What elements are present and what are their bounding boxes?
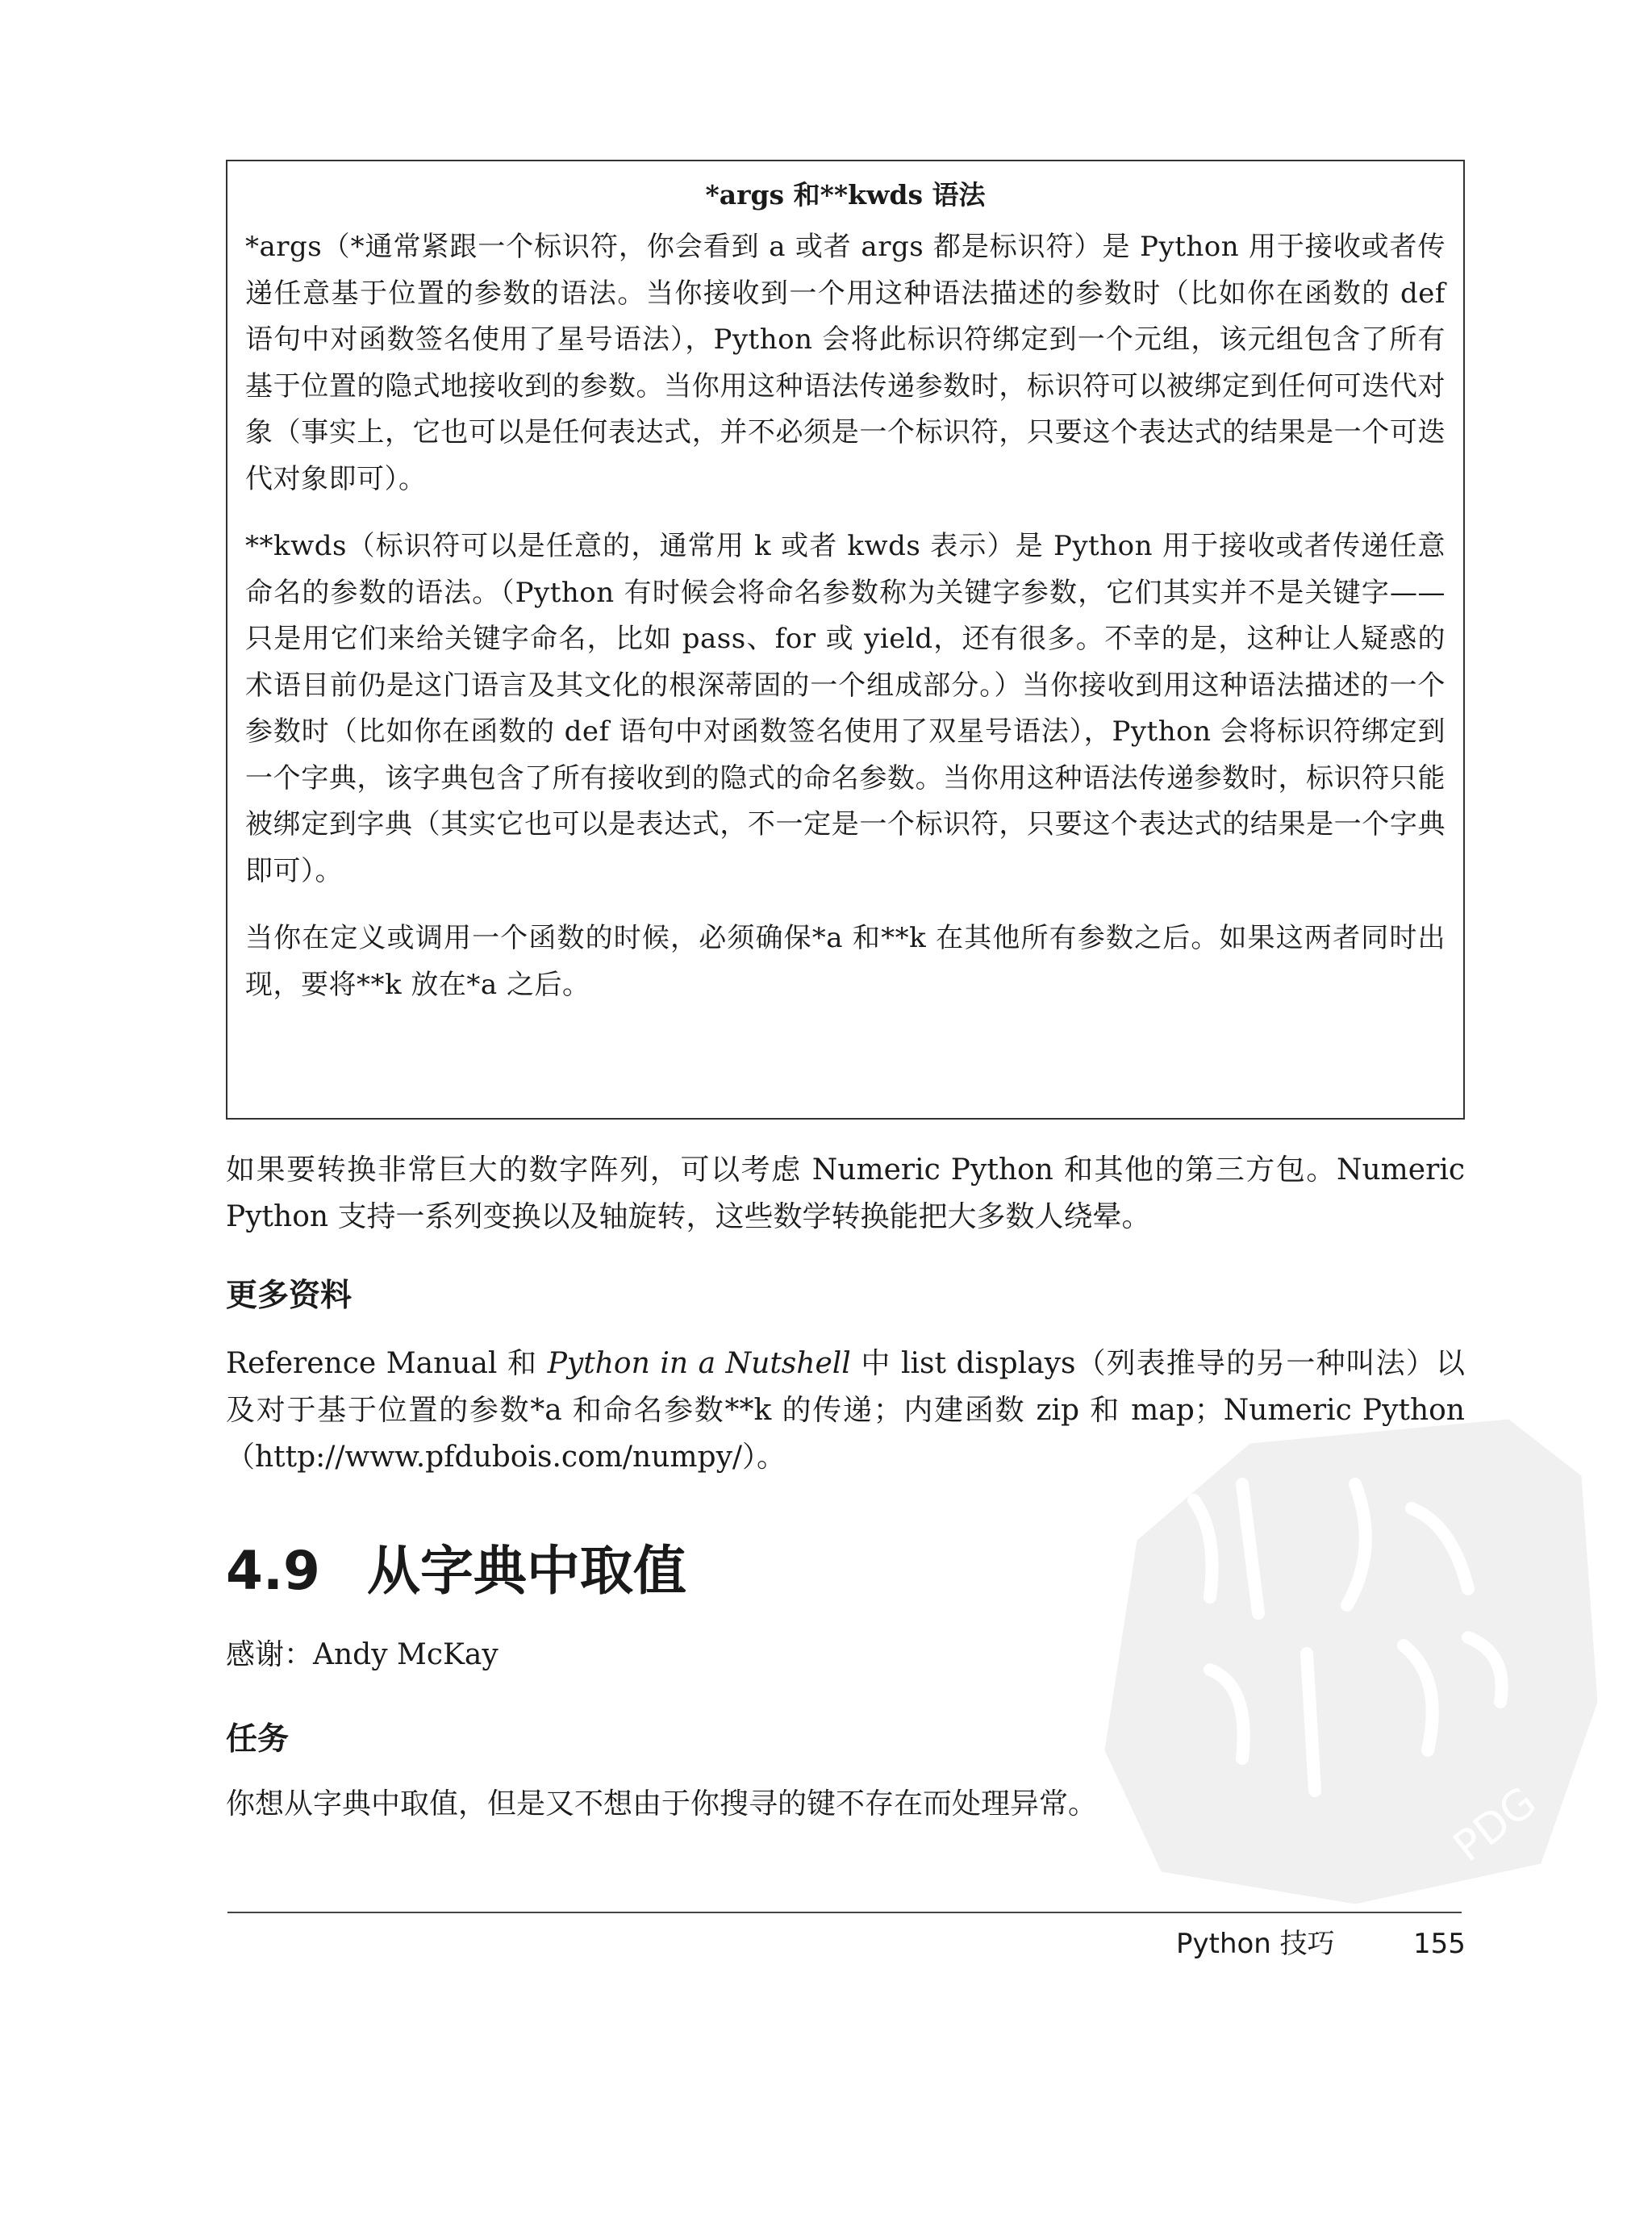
section-credit: 感谢：Andy McKay <box>226 1638 499 1671</box>
sidebar-paragraph-order: 当你在定义或调用一个函数的时候，必须确保*a 和**k 在其他所有参数之后。如果这两者同时出现，要将**k 放在*a 之后。 <box>245 922 1446 1001</box>
sidebar-title: *args 和**kwds 语法 <box>705 179 986 211</box>
sidebar-paragraph-kwds: **kwds（标识符可以是任意的，通常用 k 或者 kwds 表示）是 Python 用于接收或者传递任意命名的参数的语法。（Python 有时候会将命名参数称为关键字参数，它们其实并不是关键字——只是用它们来给关键字命名，比如 pass、for 或 yield，还有很多。不幸的是，这种让人疑惑的术语目前仍是这门语言及其文化的根深蒂固的一个组成部分。）当你接收到用这种语法描述的一个参数时（比如你在函数的 def 语句中对函数签名使用了双星号语法），Python 会将标识符绑定到一个字典，该字典包含了所有接收到的隐式的命名参数。当你用这种语法传递参数时，标识符只能被绑定到字典（其实它也可以是表达式，不一定是一个标识符，只要这个表达式的结果是一个字典即可）。 <box>245 530 1446 887</box>
section-number: 4.9 <box>226 1540 320 1602</box>
sidebar-paragraph-args: *args（*通常紧跟一个标识符，你会看到 a 或者 args 都是标识符）是 Python 用于接收或者传递任意基于位置的参数的语法。当你接收到一个用这种语法描述的参数时（比如你在函数的 def 语句中对函数签名使用了星号语法），Python 会将此标识符绑定到一个元组，该元组包含了所有基于位置的隐式地接收到的参数。当你用这种语法传递参数时，标识符可以被绑定到任何可迭代对象（事实上，它也可以是任何表达式，并不必须是一个标识符，只要这个表达式的结果是一个可迭代对象即可）。 <box>245 231 1446 495</box>
section-heading <box>226 1539 686 1604</box>
more-info-prefix: Reference Manual 和 <box>226 1347 548 1380</box>
numeric-python-paragraph: 如果要转换非常巨大的数字阵列，可以考虑 Numeric Python 和其他的第三方包。Numeric Python 支持一系列变换以及轴旋转，这些数学转换能把大多数人绕晕。 <box>226 1153 1465 1233</box>
more-info-rest: 中 list displays（列表推导的另一种叫法）以及对于基于位置的参数*a 和命名参数**k 的传递；内建函数 zip 和 map；Numeric Python（http://www.pfdubois.com/numpy/）。 <box>226 1347 1465 1474</box>
task-heading: 任务 <box>226 1721 290 1758</box>
footer-rule <box>227 1912 1462 1913</box>
section-title: 从字典中取值 <box>366 1540 686 1602</box>
footer-title: Python 技巧 <box>1176 1928 1335 1960</box>
sidebar-box <box>226 160 1465 1120</box>
watermark-text: PDG <box>1445 1778 1546 1872</box>
task-paragraph: 你想从字典中取值，但是又不想由于你搜寻的键不存在而处理异常。 <box>226 1787 1098 1821</box>
book-title: Python in a Nutshell <box>547 1347 851 1380</box>
more-info-heading: 更多资料 <box>226 1278 353 1314</box>
watermark-seal <box>1089 1412 1605 1912</box>
page-number: 155 <box>1413 1928 1466 1960</box>
